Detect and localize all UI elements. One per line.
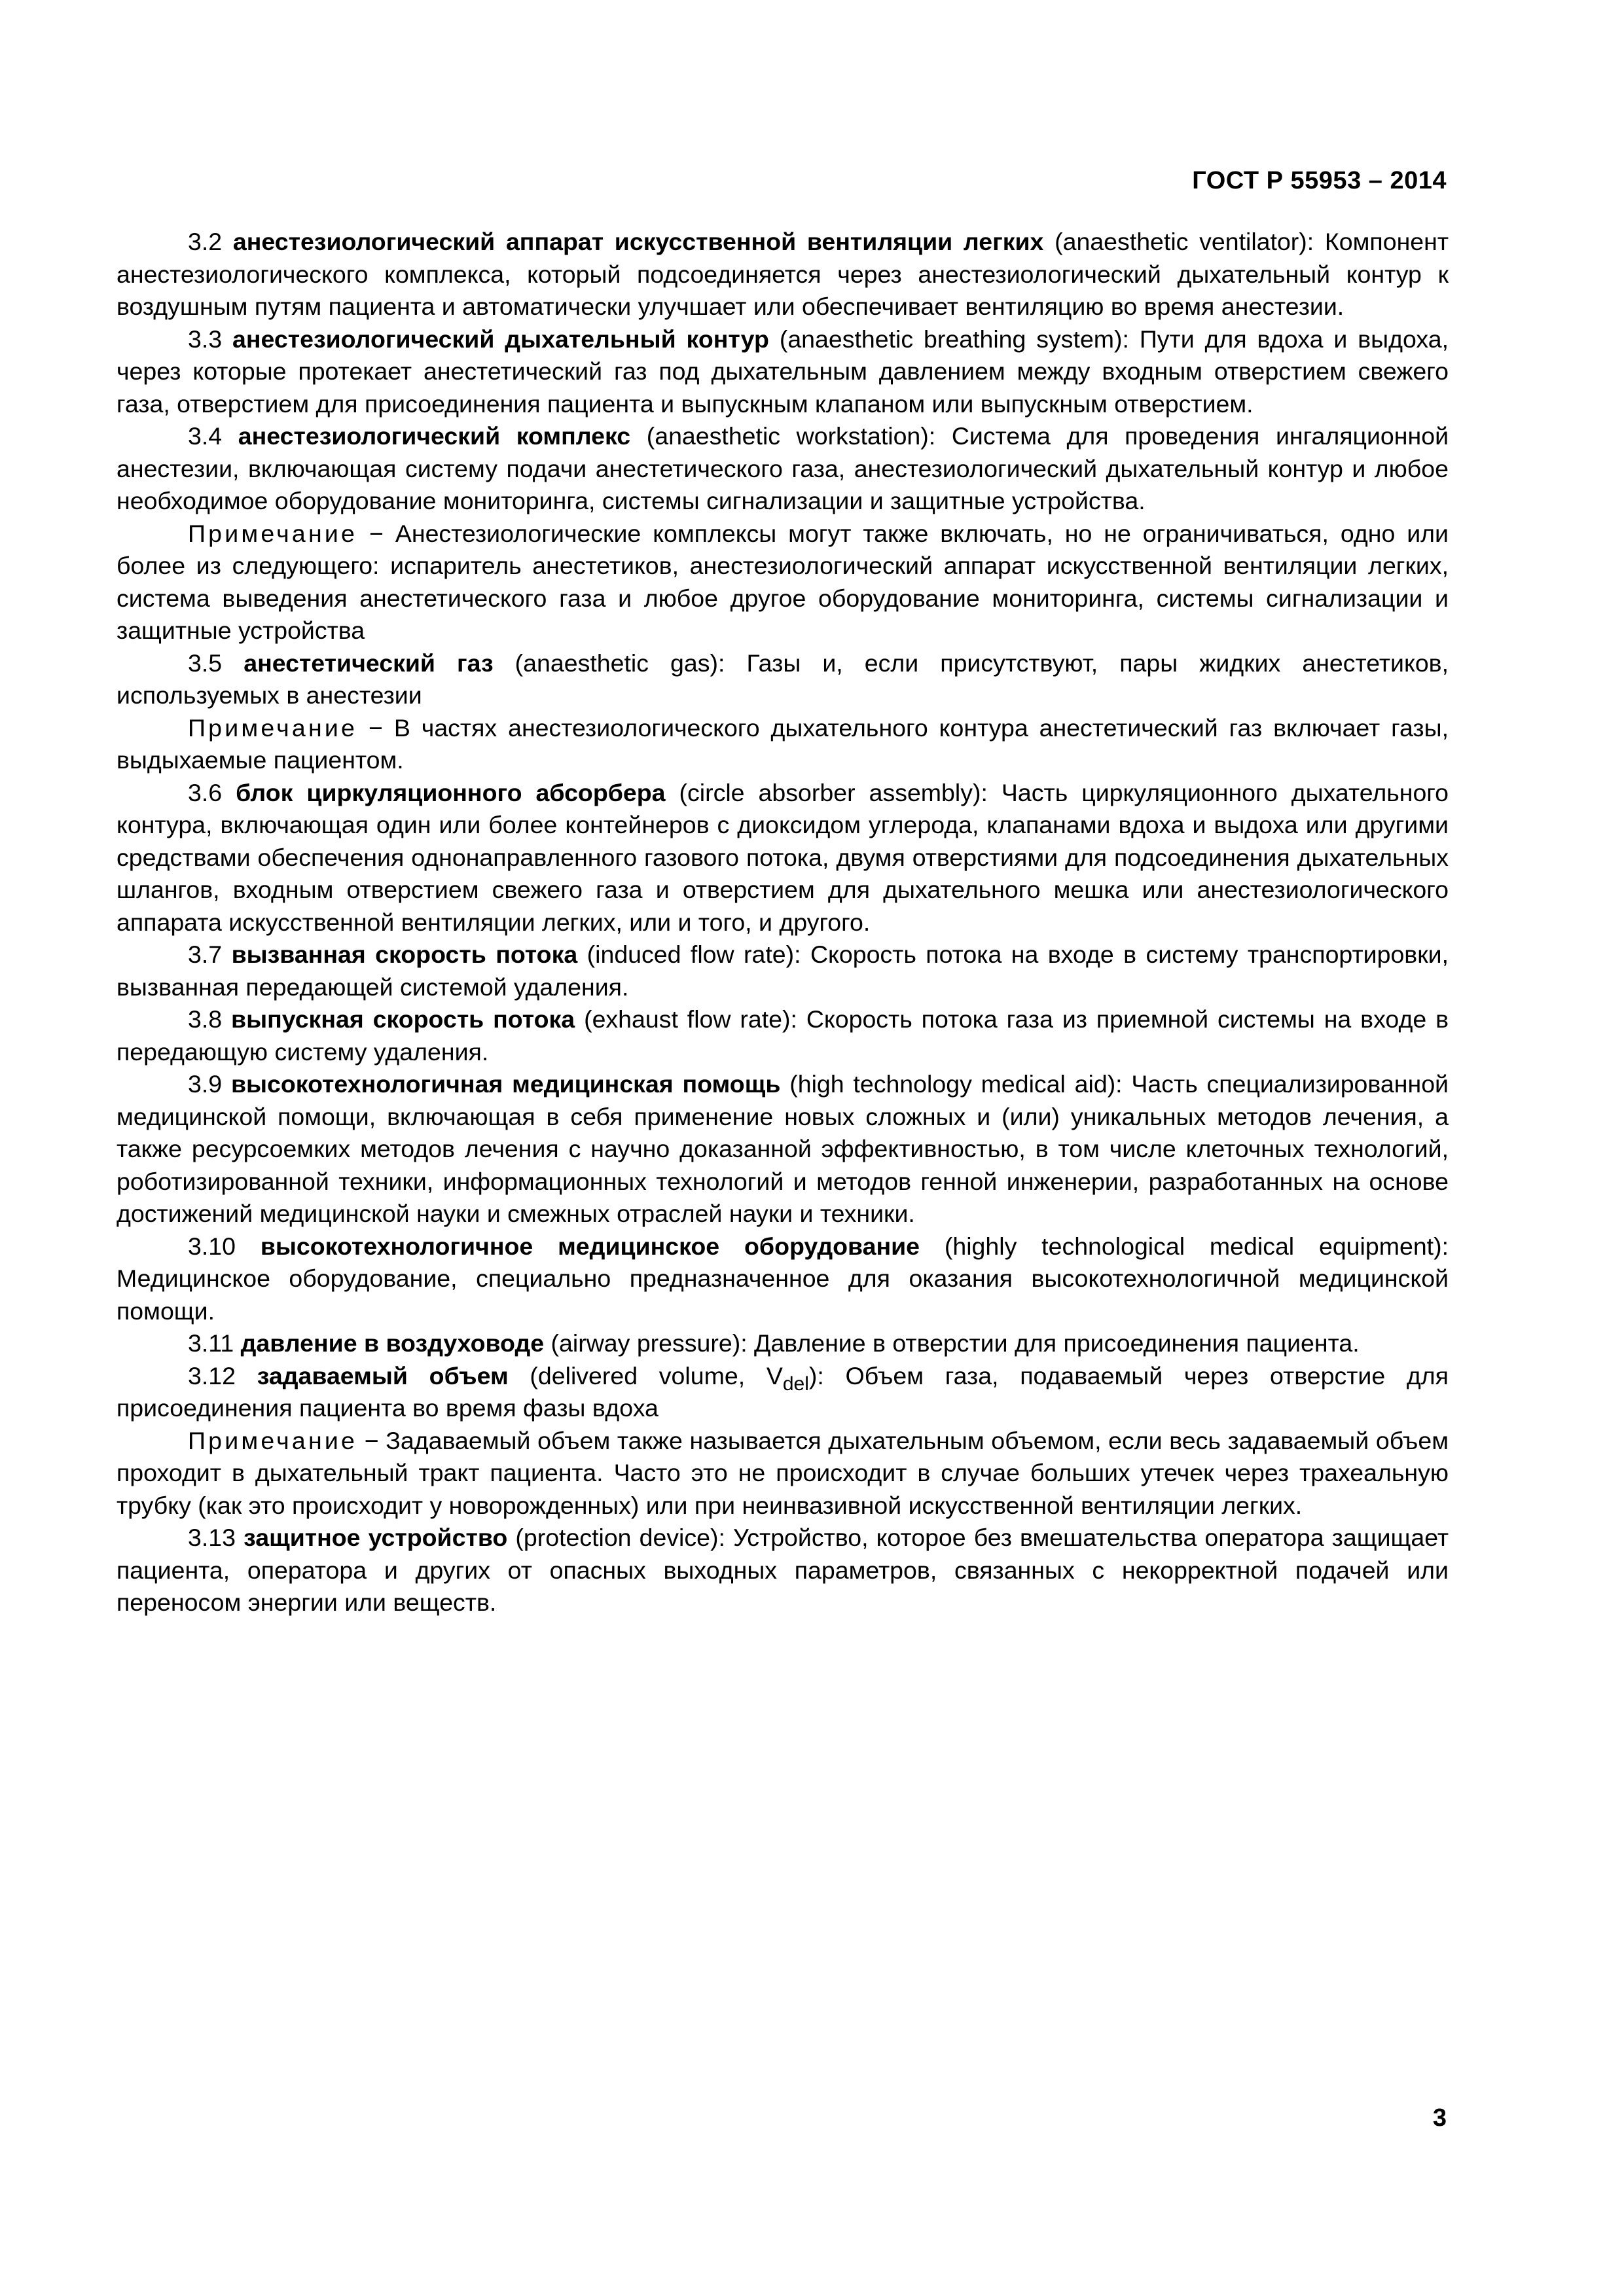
definition-text: Пути для вдоха и выдоха, через которые протекает анестетический газ под дыхательным давлением между входным отверстием свежего газа, отверстием для присоединения пациента и выпускным клапаном или выпускным отверстием. — [117, 325, 1449, 418]
definition-text: Устройство, которое без вмешательства оператора защищает пациента, оператора и других от опасных выходных параметров, связанных с некорректной подачей или переносом энергии или веществ. — [117, 1524, 1449, 1616]
definition-3-9 — [117, 1068, 1449, 1230]
document-code-header: ГОСТ Р 55953 – 2014 — [1192, 167, 1447, 194]
definition-text: Часть циркуляционного дыхательного контура, включающая один или более контейнеров с диоксидом углерода, клапанами вдоха и выдоха или другими средствами обеспечения однонаправленного газового потока, двумя отверстиями для подсоединения дыхательных шлангов, входным отверстием свежего газа и отверстием для дыхательного мешка или анестезиологического аппарата искусственной вентиляции легких, или и того, и другого. — [117, 778, 1449, 936]
definition-number: 3.7 — [188, 941, 223, 968]
definition-term: анестезиологический аппарат искусственной вентиляции легких — [232, 228, 1044, 255]
definition-english-term: (protection device): — [515, 1524, 725, 1551]
definition-term: анестезиологический комплекс — [238, 422, 631, 450]
definition-term: задаваемый объем — [257, 1361, 509, 1390]
definition-term: защитное устройство — [244, 1524, 508, 1551]
definition-term: высокотехнологичное медицинское оборудование — [260, 1232, 920, 1260]
definition-term: выпускная скорость потока — [231, 1005, 575, 1033]
definition-english-term: (exhaust flow rate): — [584, 1005, 797, 1033]
definition-term: давление в воздуховоде — [240, 1329, 545, 1357]
definition-3-6 — [117, 777, 1449, 939]
definition-3-2 — [117, 226, 1449, 323]
definition-text: Система для проведения ингаляционной анестезии, включающая систему подачи анестетического газа, анестезиологический дыхательный контур и любое необходимое оборудование мониторинга, системы сигнализации и защитные устройства. — [117, 422, 1449, 514]
definition-number: 3.9 — [188, 1070, 223, 1098]
definition-3-4 — [117, 420, 1449, 518]
definition-english-term — [530, 1361, 824, 1395]
note-3-4 — [117, 518, 1449, 647]
definitions-body — [117, 226, 1449, 1619]
volume-subscript: del — [782, 1372, 809, 1395]
page-number: 3 — [1432, 2104, 1447, 2132]
definition-english-term: (anaesthetic workstation): — [646, 422, 936, 450]
note-dash: − — [369, 713, 383, 742]
definition-number: 3.6 — [188, 778, 223, 806]
definition-3-5 — [117, 647, 1449, 712]
note-text: В частях анестезиологического дыхательного контура анестетический газ включает газы, выдыхаемые пациентом. — [117, 713, 1449, 774]
definition-number: 3.13 — [188, 1524, 236, 1551]
definition-3-7 — [117, 939, 1449, 1003]
definition-english-term: (anaesthetic breathing system): — [779, 325, 1129, 353]
definition-3-12 — [117, 1360, 1449, 1425]
note-3-12 — [117, 1425, 1449, 1522]
definition-3-10 — [117, 1230, 1449, 1328]
definition-number: 3.4 — [188, 422, 223, 450]
definition-text: Компонент анестезиологического комплекса, который подсоединяется через анестезиологический дыхательный контур к воздушным путям пациента и автоматически улучшает или обеспечивает вентиляцию во время анестезии. — [117, 228, 1449, 320]
definition-english-term: (induced flow rate): — [586, 941, 801, 968]
definition-text: Медицинское оборудование, специально предназначенное для оказания высокотехнологичной медицинской помощи. — [117, 1265, 1449, 1325]
definition-english-term: (circle absorber assembly): — [679, 778, 988, 806]
definition-3-3 — [117, 323, 1449, 421]
definition-english-term: (high technology medical aid): — [789, 1070, 1123, 1098]
definition-term: анестезиологический дыхательный контур — [232, 325, 769, 353]
definition-english-term: (anaesthetic gas): — [514, 649, 725, 677]
definition-english-term: (airway pressure): — [550, 1329, 748, 1357]
definition-term: высокотехнологичная медицинская помощь — [230, 1070, 781, 1098]
definition-3-13 — [117, 1522, 1449, 1619]
definition-text: Газы и, если присутствуют, пары жидких анестетиков, используемых в анестезии — [117, 649, 1449, 709]
definition-text: Скорость потока на входе в систему транспортировки, вызванная передающей системой удаления. — [117, 941, 1449, 1001]
definition-number: 3.11 — [188, 1329, 234, 1357]
english-term-suffix: ): — [808, 1361, 824, 1390]
note-dash: − — [369, 519, 384, 547]
definition-number: 3.2 — [188, 228, 223, 255]
definition-number: 3.8 — [188, 1005, 223, 1033]
definition-english-term: (highly technological medical equipment): — [944, 1232, 1449, 1260]
note-dash: − — [364, 1426, 379, 1454]
definition-number: 3.5 — [188, 649, 223, 677]
note-label: Примечание — [188, 1426, 358, 1454]
definition-text: Объем газа, подаваемый через отверстие для присоединения пациента во время фазы вдоха — [117, 1361, 1449, 1422]
note-text: Задаваемый объем также называется дыхательным объемом, если весь задаваемый объем проходит в дыхательный тракт пациента. Часто это не происходит в случае больших утечек через трахеальную трубку (как это происходит у новорожденных) или при неинвазивной искусственной вентиляции легких. — [117, 1426, 1449, 1519]
definition-term: анестетический газ — [244, 649, 494, 677]
definition-term: блок циркуляционного абсорбера — [236, 778, 666, 806]
definition-3-11 — [117, 1327, 1449, 1360]
definition-3-8 — [117, 1003, 1449, 1068]
note-label: Примечание — [188, 713, 358, 742]
definition-english-term: (anaesthetic ventilator): — [1055, 228, 1314, 255]
definition-text: Давление в отверстии для присоединения пациента. — [754, 1329, 1360, 1357]
definition-term: вызванная скорость потока — [231, 941, 578, 968]
note-text: Анестезиологические комплексы могут также включать, но не ограничиваться, одно или более из следующего: испаритель анестетиков, анестезиологический аппарат искусственной вентиляции легких, система выведения анестетического газа и любое другое оборудование мониторинга, системы сигнализации и защитные устройства — [117, 519, 1449, 644]
definition-text: Часть специализированной медицинской помощи, включающая в себя применение новых сложных и (или) уникальных методов лечения, а также ресурсоемких методов лечения с научно доказанной эффективностью, в том числе клеточных технологий, роботизированной техники, информационных технологий и методов генной инженерии, разработанных на основе достижений медицинской науки и смежных отраслей науки и техники. — [117, 1070, 1449, 1227]
english-term-prefix: (delivered volume, V — [530, 1361, 783, 1390]
note-3-5 — [117, 712, 1449, 777]
definition-number: 3.12 — [188, 1361, 236, 1390]
definition-text: Скорость потока газа из приемной системы на входе в передающую систему удаления. — [117, 1005, 1449, 1066]
definition-number: 3.3 — [188, 325, 223, 353]
definition-number: 3.10 — [188, 1232, 236, 1260]
note-label: Примечание — [188, 519, 358, 547]
